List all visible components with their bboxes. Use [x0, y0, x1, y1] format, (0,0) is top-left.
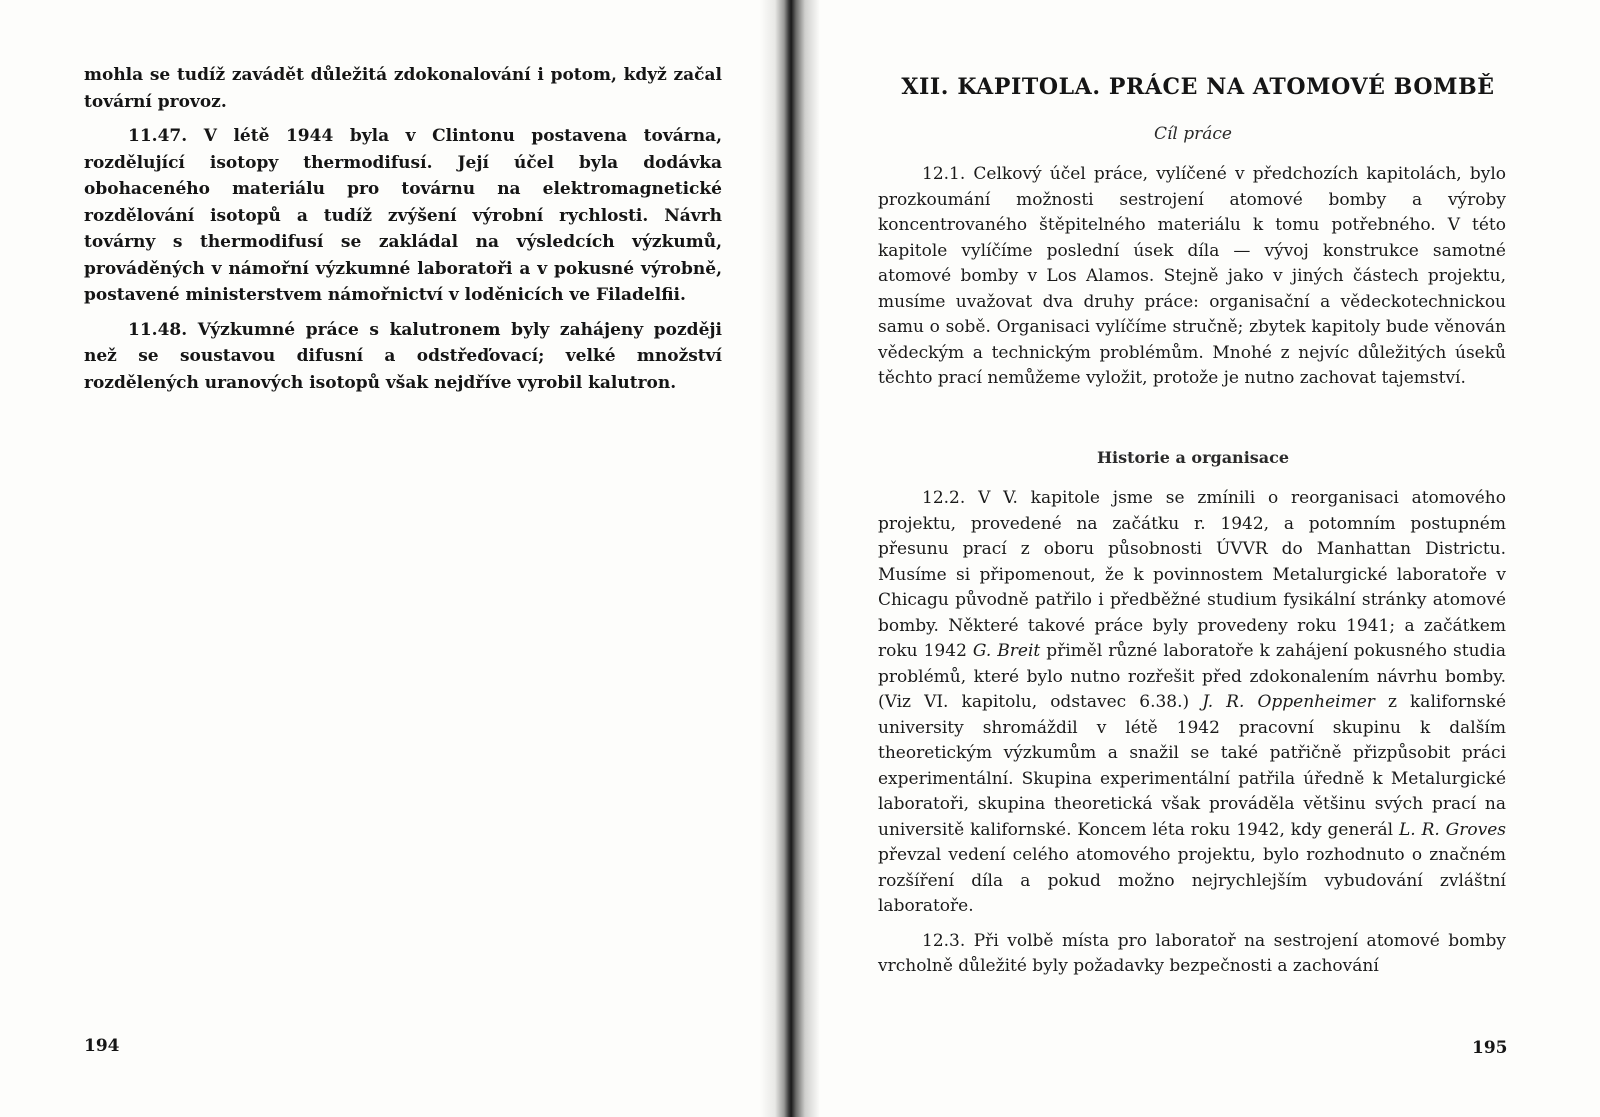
paragraph: mohla se tudíž zavádět důležitá zdokonalování i potom, když začal tovární provoz. — [84, 65, 722, 112]
person-name: L. R. Groves — [1399, 819, 1506, 840]
section-title: Historie a organisace — [1096, 448, 1290, 467]
section-body — [878, 486, 1506, 989]
text-run: převzal vedení celého atomového projektu, bylo rozhodnuto o značném rozšíření díla a pokud možno nejrychlejším vybudování zvláštní laboratoře. — [878, 845, 1506, 916]
book-gutter — [760, 0, 820, 1117]
page-number: 194 — [84, 1036, 120, 1056]
section-title: Cíl práce — [1153, 124, 1232, 144]
paragraph-12-3: 12.3. Při volbě místa pro laboratoř na sestrojení atomové bomby vrcholně důležité byly požadavky bezpečnosti a zachování — [878, 930, 1506, 976]
paragraph-12-1: 12.1. Celkový účel práce, vylíčené v předchozích kapitolách, bylo prozkoumání možnosti sestrojení atomové bomby a výroby koncentrovaného štěpitelného materiálu k tomu potřebného. V této kapitole vylíčíme poslední úsek díla — vývoj konstrukce samotné atomové bomby v Los Alamos. Stejně jako v jiných částech projektu, musíme uvažovat dva druhy práce: organisační a vědeckotechnickou samu o sobě. Organisaci vylíčíme stručně; zbytek kapitoly bude věnován vědeckým a technickým problémům. Mnohé z nejvíc důležitých úseků těchto prací nemůžeme vyložit, protože je nutno zachovat tajemství. — [878, 164, 1506, 388]
section-body — [878, 162, 1506, 401]
left-page — [0, 0, 760, 1117]
person-name: J. R. Oppenheimer — [1202, 692, 1375, 712]
paragraph-12-2 — [878, 486, 1506, 920]
text-run: z kalifornské university shromáždil v létě 1942 pracovní skupinu k dalším theoretickým výzkumům a snažil se také patřičně přizpůsobit práci experimentální. Skupina experimentální patřila úředně k Metalurgické laboratoři, skupina theoretická však prováděla většinu svých prací na universitě kalifornské. Koncem léta roku 1942, kdy generál — [878, 692, 1507, 840]
paragraph-11-48: 11.48. Výzkumné práce s kalutronem byly zahájeny později než se soustavou difusní a odstřeďovací; velké množství rozdělených uranových isotopů však nejdříve vyrobil kalutron. — [84, 319, 722, 393]
chapter-title: XII. KAPITOLA. PRÁCE NA ATOMOVÉ BOMBĚ — [901, 74, 1495, 100]
right-page — [820, 0, 1600, 1117]
left-page-body — [84, 62, 722, 404]
text-run: 12.2. V V. kapitole jsme se zmínili o reorganisaci atomového projektu, provedené na začátku r. 1942, a potomním postupném přesunu prací z oboru působnosti ÚVVR do Manhattan Districtu. Musíme si připomenout, že k povinnostem Metalurgické laboratoře v Chicagu původně patřilo i předběžné studium fysikální stránky atomové bomby. Některé takové práce byly provedeny roku 1941; a začátkem roku 1942 — [878, 488, 1506, 661]
person-name: G. Breit — [972, 641, 1041, 661]
page-number: 195 — [1472, 1038, 1508, 1058]
paragraph-11-47: 11.47. V létě 1944 byla v Clintonu postavena továrna, rozdělující isotopy thermodifusí. Její účel byla dodávka obohaceného materiálu pro továrnu na elektromagnetické rozdělování isotopů a tudíž zvýšení výrobní rychlosti. Návrh továrny s thermodifusí se zakládal na výsledcích výzkumů, prováděných v námořní výzkumné laboratoři a v pokusné výrobně, postavené ministerstvem námořnictví v loděnicích ve Filadelfii. — [84, 126, 722, 305]
text-run: přiměl různé laboratoře k zahájení pokusného studia problémů, které bylo nutno rozřešit před zdokonalením návrhu bomby. (Viz VI. kapitolu, odstavec 6.38.) — [878, 641, 1507, 712]
